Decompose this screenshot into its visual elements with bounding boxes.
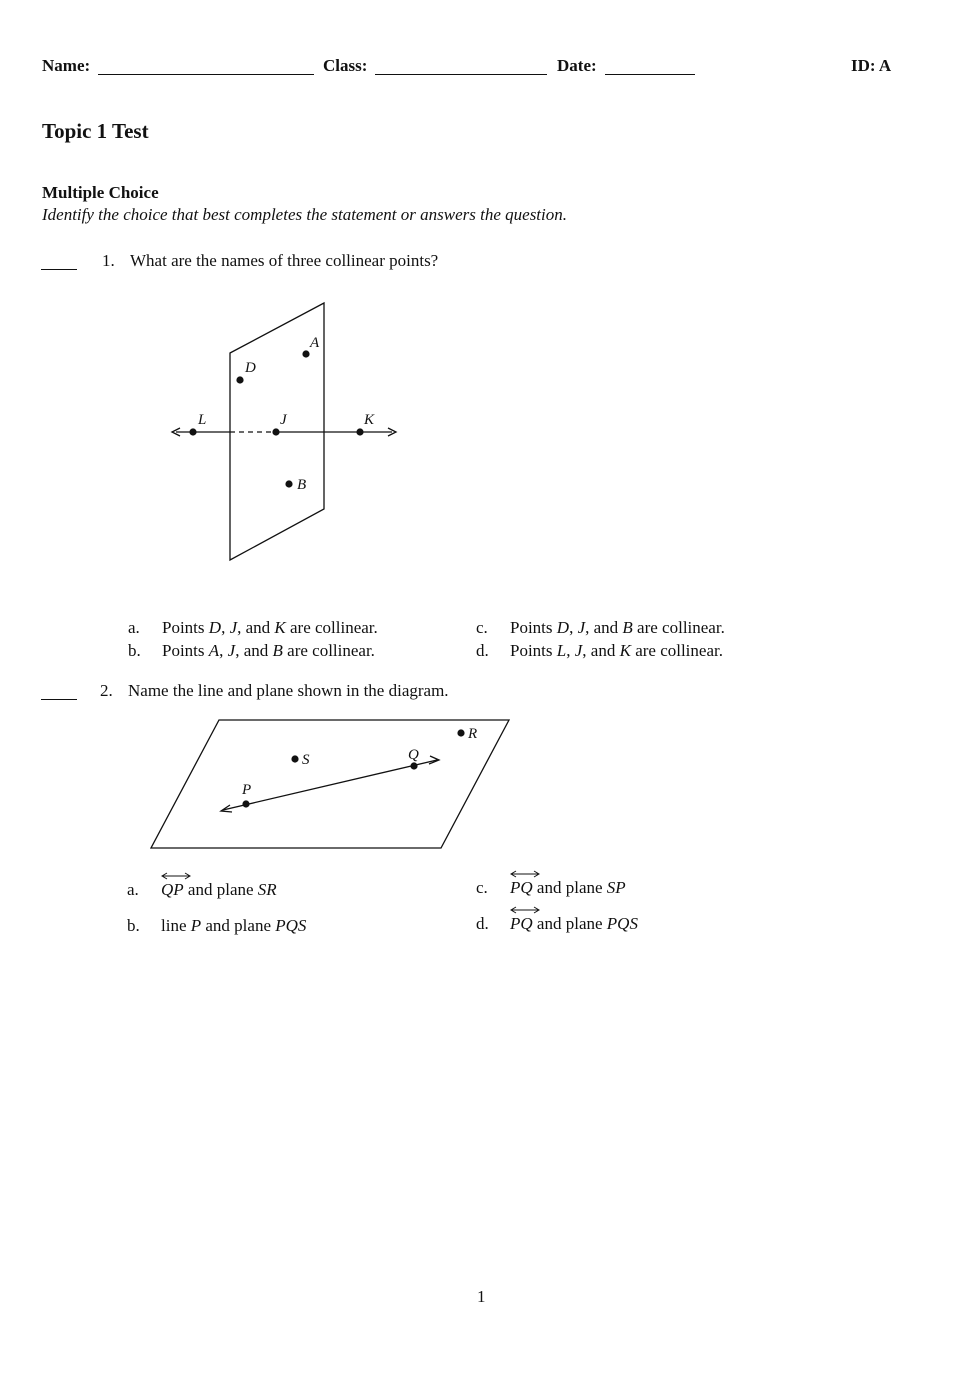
- point-b: [285, 480, 292, 487]
- class-blank[interactable]: [375, 74, 547, 75]
- label-q: Q: [408, 747, 419, 763]
- id-label: ID: A: [851, 56, 892, 75]
- double-arrow-icon: [510, 870, 540, 878]
- choice-letter: a.: [127, 880, 139, 899]
- q1-choice-d[interactable]: d. Points L, J, and K are collinear.: [476, 641, 723, 660]
- choice-letter: d.: [476, 914, 489, 933]
- label-b: B: [297, 477, 307, 493]
- name-label: Name:: [42, 56, 91, 75]
- question-1-number: 1.: [102, 251, 115, 270]
- choice-letter: d.: [476, 641, 489, 660]
- answer-blank-1[interactable]: [41, 269, 77, 270]
- answer-blank-2[interactable]: [41, 699, 77, 700]
- line-pq: [223, 760, 437, 810]
- line-notation: PQ: [510, 914, 533, 934]
- choice-letter: b.: [128, 641, 141, 660]
- double-arrow-icon: [510, 906, 540, 914]
- date-blank[interactable]: [605, 74, 695, 75]
- q2-choice-b[interactable]: b. line P and plane PQS: [127, 916, 307, 935]
- point-j: [272, 428, 279, 435]
- name-blank[interactable]: [98, 74, 314, 75]
- class-label: Class:: [323, 56, 368, 75]
- point-p: [242, 800, 249, 807]
- q2-choice-a[interactable]: a. QP and plane SR: [127, 880, 277, 900]
- label-l: L: [198, 412, 207, 428]
- double-arrow-icon: [161, 872, 191, 880]
- question-2-figure: [145, 712, 515, 857]
- label-p: P: [242, 782, 252, 798]
- choice-letter: c.: [476, 618, 488, 637]
- choice-letter: a.: [128, 618, 140, 637]
- label-a: A: [310, 335, 320, 351]
- plane-shape: [151, 720, 509, 848]
- q2-choice-c[interactable]: c. PQ and plane SP: [476, 878, 626, 898]
- label-j: J: [280, 412, 287, 428]
- line-notation: PQ: [510, 878, 533, 898]
- label-k: K: [364, 412, 375, 428]
- point-r: [457, 729, 464, 736]
- question-1-figure: [160, 295, 410, 570]
- arrowhead-right-icon: [429, 756, 439, 764]
- q1-choice-b[interactable]: b. Points A, J, and B are collinear.: [128, 641, 375, 660]
- point-k: [356, 428, 363, 435]
- q1-choice-a[interactable]: a. Points D, J, and K are collinear.: [128, 618, 378, 637]
- point-q: [410, 762, 417, 769]
- label-d: D: [245, 360, 256, 376]
- choice-letter: b.: [127, 916, 140, 935]
- question-1-text: What are the names of three collinear points?: [130, 251, 439, 270]
- label-r: R: [468, 726, 478, 742]
- point-s: [291, 755, 298, 762]
- question-2-text: Name the line and plane shown in the diagram.: [128, 681, 449, 700]
- page-number: 1: [477, 1287, 486, 1306]
- q2-choice-d[interactable]: d. PQ and plane PQS: [476, 914, 638, 934]
- q1-choice-c[interactable]: c. Points D, J, and B are collinear.: [476, 618, 725, 637]
- section-instructions: Identify the choice that best completes the statement or answers the question.: [42, 205, 567, 224]
- question-2-number: 2.: [100, 681, 113, 700]
- point-a: [302, 350, 309, 357]
- page-title: Topic 1 Test: [42, 119, 149, 143]
- point-d: [236, 376, 243, 383]
- date-label: Date:: [557, 56, 597, 75]
- choice-letter: c.: [476, 878, 488, 897]
- point-l: [189, 428, 196, 435]
- line-notation: QP: [161, 880, 184, 900]
- label-s: S: [302, 752, 310, 768]
- section-heading: Multiple Choice: [42, 183, 159, 202]
